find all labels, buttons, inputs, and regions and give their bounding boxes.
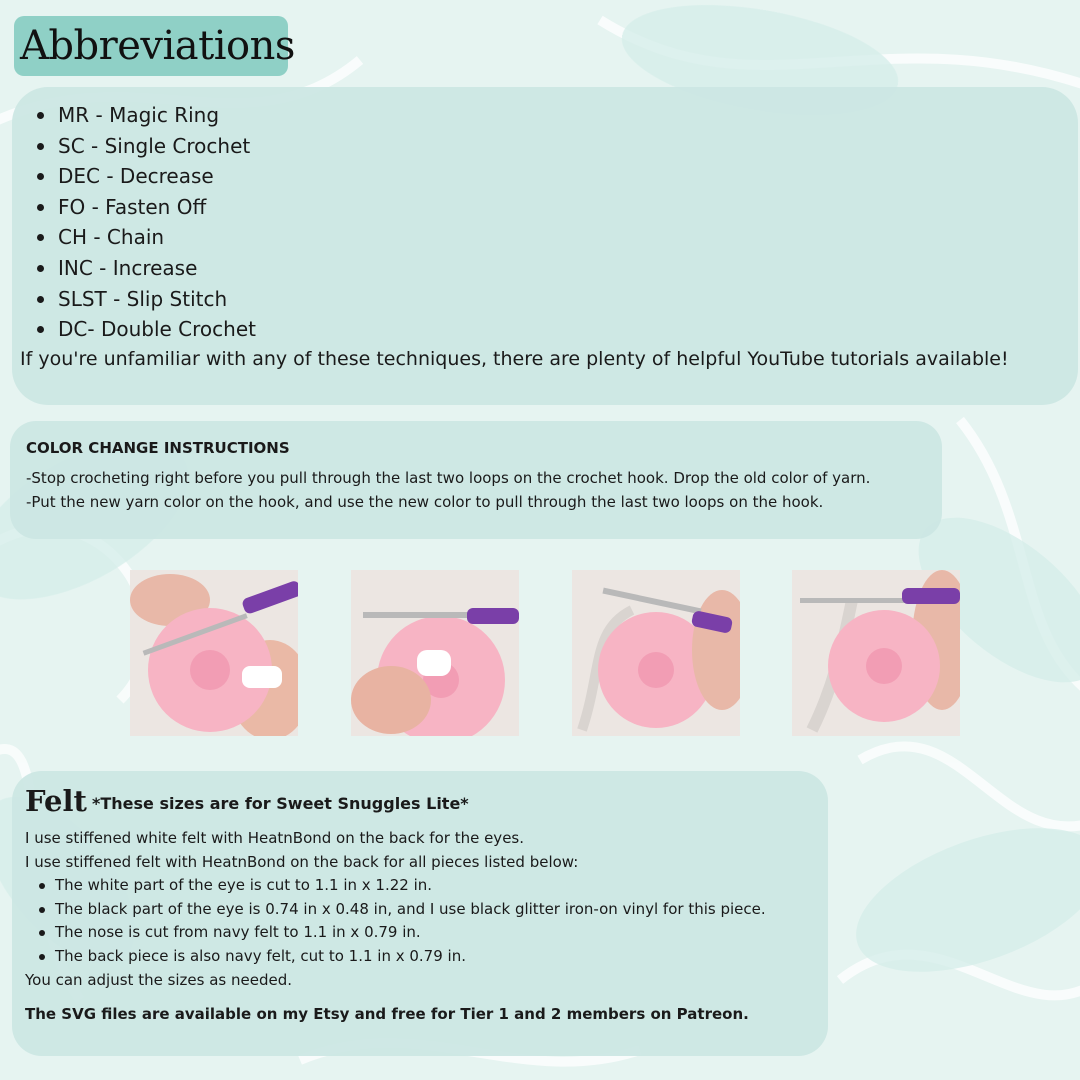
- color-change-step-1: -Stop crocheting right before you pull through the last two loops on the crochet hook. Drop the old color of yarn.: [26, 469, 871, 487]
- felt-title: Felt: [25, 784, 87, 818]
- felt-footer: The SVG files are available on my Etsy and free for Tier 1 and 2 members on Patreon.: [25, 1005, 749, 1023]
- color-change-step-2: -Put the new yarn color on the hook, and use the new color to pull through the last two loops on the hook.: [26, 493, 824, 511]
- list-item: The back piece is also navy felt, cut to 1.1 in x 0.79 in.: [55, 945, 766, 969]
- crochet-photo-step-2: [351, 570, 519, 736]
- felt-sizes-list: [55, 874, 766, 968]
- list-item: SLST - Slip Stitch: [58, 284, 256, 315]
- list-item: DC- Double Crochet: [58, 314, 256, 345]
- felt-subtitle: *These sizes are for Sweet Snuggles Lite*: [92, 794, 469, 813]
- list-item: MR - Magic Ring: [58, 100, 256, 131]
- list-item: The white part of the eye is cut to 1.1 in x 1.22 in.: [55, 874, 766, 898]
- list-item: The nose is cut from navy felt to 1.1 in x 0.79 in.: [55, 921, 766, 945]
- list-item: INC - Increase: [58, 253, 256, 284]
- abbreviations-list: [58, 100, 256, 345]
- crochet-photo-step-1: [130, 570, 298, 736]
- list-item: SC - Single Crochet: [58, 131, 256, 162]
- list-item: CH - Chain: [58, 222, 256, 253]
- felt-intro-2: I use stiffened felt with HeatnBond on the back for all pieces listed below:: [25, 853, 579, 871]
- abbreviations-note: If you're unfamiliar with any of these techniques, there are plenty of helpful YouTube tutorials available!: [20, 348, 1009, 370]
- list-item: The black part of the eye is 0.74 in x 0.48 in, and I use black glitter iron-on vinyl for this piece.: [55, 898, 766, 922]
- felt-intro-1: I use stiffened white felt with HeatnBond on the back for the eyes.: [25, 829, 524, 847]
- color-change-title: COLOR CHANGE INSTRUCTIONS: [26, 439, 290, 457]
- crochet-photo-step-4: [792, 570, 960, 736]
- page-title: Abbreviations: [20, 23, 295, 69]
- crochet-photo-step-3: [572, 570, 740, 736]
- list-item: DEC - Decrease: [58, 161, 256, 192]
- list-item: FO - Fasten Off: [58, 192, 256, 223]
- felt-adjust-note: You can adjust the sizes as needed.: [25, 971, 293, 989]
